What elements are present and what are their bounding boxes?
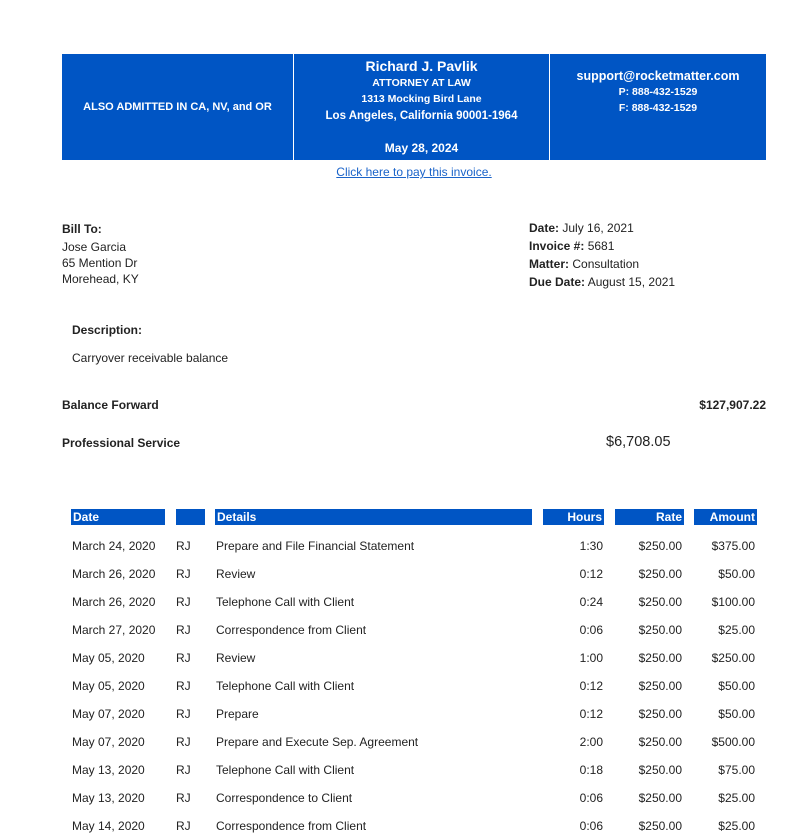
contact-cell	[550, 54, 766, 160]
entry-amount: $75.00	[718, 763, 755, 777]
entry-date: May 13, 2020	[72, 763, 145, 777]
header-initials-col	[176, 509, 205, 525]
table-row	[0, 727, 806, 755]
description-value: Carryover receivable balance	[72, 351, 229, 365]
entry-details: Prepare and File Financial Statement	[216, 539, 415, 553]
header-hours-col: Hours	[543, 509, 604, 525]
entry-rate: $250.00	[638, 819, 682, 833]
entry-hours: 1:00	[579, 651, 603, 665]
table-row	[0, 783, 806, 811]
bill-to-label: Bill To:	[62, 222, 102, 236]
invoice-header	[62, 54, 766, 160]
entry-initials: RJ	[176, 735, 191, 749]
entry-date: March 26, 2020	[72, 567, 156, 581]
due-date-label: Due Date:	[529, 275, 586, 289]
admitted-cell	[62, 54, 293, 160]
table-row	[0, 699, 806, 727]
professional-service-value: $6,708.05	[606, 434, 671, 450]
entry-rate: $250.00	[638, 679, 682, 693]
bill-to-block	[62, 221, 139, 287]
description-label: Description:	[72, 323, 143, 337]
table-row	[0, 811, 806, 839]
entry-details: Correspondence to Client	[216, 791, 353, 805]
matter-label: Matter:	[529, 257, 570, 271]
invoice-meta	[529, 219, 675, 291]
entry-rate: $250.00	[638, 651, 682, 665]
entry-hours: 1:30	[579, 539, 603, 553]
entry-rate: $250.00	[638, 539, 682, 553]
balance-forward-value: $127,907.22	[699, 398, 766, 412]
firm-info-cell	[293, 54, 550, 160]
entry-rate: $250.00	[638, 595, 682, 609]
entry-initials: RJ	[176, 819, 191, 833]
entry-amount: $50.00	[718, 567, 755, 581]
entry-hours: 0:12	[579, 567, 603, 581]
table-row	[0, 671, 806, 699]
entry-hours: 0:06	[579, 791, 603, 805]
entry-initials: RJ	[176, 567, 191, 581]
table-row	[0, 615, 806, 643]
entry-details: Telephone Call with Client	[216, 595, 355, 609]
entry-initials: RJ	[176, 707, 191, 721]
entry-date: March 27, 2020	[72, 623, 156, 637]
entry-amount: $250.00	[711, 651, 755, 665]
entry-rate: $250.00	[638, 567, 682, 581]
admitted-text: ALSO ADMITTED IN CA, NV, and OR	[83, 101, 272, 113]
matter-value: Consultation	[572, 257, 640, 271]
entry-date: May 14, 2020	[72, 819, 145, 833]
header-rate-col: Rate	[615, 509, 684, 525]
entry-hours: 0:18	[579, 763, 603, 777]
time-entries	[0, 531, 806, 839]
entry-details: Telephone Call with Client	[216, 763, 355, 777]
bill-to-name: Jose Garcia	[62, 240, 127, 254]
pay-invoice-link[interactable]: Click here to pay this invoice.	[336, 165, 492, 179]
table-row	[0, 755, 806, 783]
entry-initials: RJ	[176, 623, 191, 637]
entry-amount: $50.00	[718, 679, 755, 693]
header-details-col: Details	[215, 509, 532, 525]
entry-date: May 07, 2020	[72, 735, 145, 749]
entry-rate: $250.00	[638, 763, 682, 777]
entry-amount: $100.00	[711, 595, 755, 609]
table-row	[0, 531, 806, 559]
invoice-number-label: Invoice #:	[529, 239, 585, 253]
entry-details: Prepare	[216, 707, 259, 721]
entry-details: Correspondence from Client	[216, 819, 367, 833]
invoice-date-label: Date:	[529, 221, 560, 235]
firm-title: ATTORNEY AT LAW	[372, 77, 471, 89]
entry-hours: 2:00	[579, 735, 603, 749]
entry-initials: RJ	[176, 763, 191, 777]
entry-date: March 26, 2020	[72, 595, 156, 609]
firm-name: Richard J. Pavlik	[365, 58, 478, 74]
invoice-number: 5681	[587, 239, 615, 253]
entry-date: May 07, 2020	[72, 707, 145, 721]
table-row	[0, 587, 806, 615]
entry-hours: 0:06	[579, 623, 603, 637]
entry-amount: $25.00	[718, 819, 755, 833]
entry-initials: RJ	[176, 539, 191, 553]
entry-hours: 0:12	[579, 707, 603, 721]
entry-details: Review	[216, 651, 256, 665]
entry-amount: $500.00	[711, 735, 755, 749]
entry-details: Telephone Call with Client	[216, 679, 355, 693]
firm-city: Los Angeles, California 90001-1964	[325, 110, 518, 122]
entry-date: May 05, 2020	[72, 651, 145, 665]
professional-service-label: Professional Service	[62, 436, 181, 450]
entry-details: Prepare and Execute Sep. Agreement	[216, 735, 419, 749]
contact-email: support@rocketmatter.com	[576, 69, 740, 83]
invoice-date: July 16, 2021	[562, 221, 634, 235]
firm-street: 1313 Mocking Bird Lane	[361, 93, 482, 105]
entry-rate: $250.00	[638, 791, 682, 805]
entry-date: May 05, 2020	[72, 679, 145, 693]
entry-amount: $375.00	[711, 539, 755, 553]
table-row	[0, 643, 806, 671]
contact-fax: F: 888-432-1529	[618, 102, 698, 114]
entry-amount: $25.00	[718, 791, 755, 805]
entry-initials: RJ	[176, 595, 191, 609]
entry-details: Review	[216, 567, 256, 581]
header-date-col: Date	[71, 509, 165, 525]
entry-initials: RJ	[176, 791, 191, 805]
entry-hours: 0:24	[579, 595, 603, 609]
entry-rate: $250.00	[638, 707, 682, 721]
entry-amount: $25.00	[718, 623, 755, 637]
due-date: August 15, 2021	[587, 275, 676, 289]
balance-forward-label: Balance Forward	[62, 398, 159, 412]
bill-to-address1: 65 Mention Dr	[62, 256, 138, 270]
header-amount-col: Amount	[694, 509, 757, 525]
entry-hours: 0:12	[579, 679, 603, 693]
entry-initials: RJ	[176, 679, 191, 693]
entry-date: May 13, 2020	[72, 791, 145, 805]
entry-initials: RJ	[176, 651, 191, 665]
entry-rate: $250.00	[638, 735, 682, 749]
bill-to-address2: Morehead, KY	[62, 272, 139, 286]
entry-details: Correspondence from Client	[216, 623, 367, 637]
entry-rate: $250.00	[638, 623, 682, 637]
contact-phone: P: 888-432-1529	[618, 86, 698, 98]
header-date: May 28, 2024	[384, 141, 459, 155]
entry-hours: 0:06	[579, 819, 603, 833]
table-row	[0, 559, 806, 587]
entry-date: March 24, 2020	[72, 539, 156, 553]
entry-amount: $50.00	[718, 707, 755, 721]
